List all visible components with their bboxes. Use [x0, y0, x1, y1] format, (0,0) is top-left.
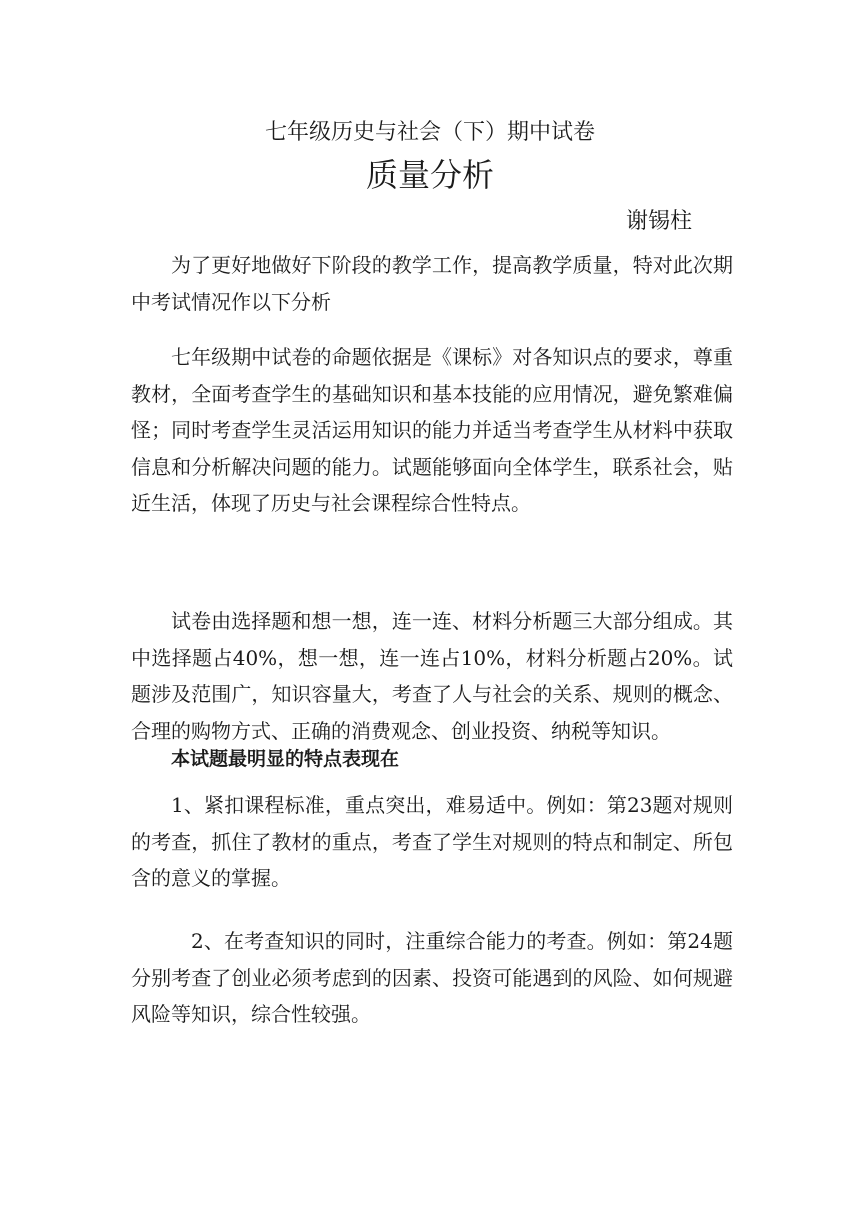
document-title: 七年级历史与社会（下）期中试卷: [264, 120, 595, 145]
intro-paragraph: 为了更好地做好下阶段的教学工作，提高教学质量，特对此次期中考试情况作以下分析: [131, 253, 733, 314]
author-name: 谢锡柱: [626, 209, 693, 234]
document-subtitle: 质量分析: [365, 156, 494, 194]
point-1-paragraph: 1、紧扣课程标准，重点突出，难易适中。例如：第23题对规则的考查，抓住了教材的重点，考查了学生对规则的特点和制定、所包含的意义的掌握。: [131, 793, 733, 890]
structure-paragraph: 试卷由选择题和想一想，连一连、材料分析题三大部分组成。其中选择题占40%，想一想，连一连占10%，材料分析题占20%。试题涉及范围广，知识容量大，考查了人与社会的关系、规则的概念、合理的购物方式、正确的消费观念、创业投资、纳税等知识。: [131, 609, 733, 743]
point-2-paragraph: 2、在考查知识的同时，注重综合能力的考查。例如：第24题分别考查了创业必须考虑到的因素、投资可能遇到的风险、如何规避风险等知识，综合性较强。: [131, 929, 733, 1026]
basis-paragraph: 七年级期中试卷的命题依据是《课标》对各知识点的要求，尊重教材，全面考查学生的基础知识和基本技能的应用情况，避免繁难偏怪；同时考查学生灵活运用知识的能力并适当考查学生从材料中获取信息和分析解决问题的能力。试题能够面向全体学生，联系社会，贴近生活，体现了历史与社会课程综合性特点。: [131, 345, 733, 515]
section-heading: 本试题最明显的特点表现在: [171, 748, 400, 770]
